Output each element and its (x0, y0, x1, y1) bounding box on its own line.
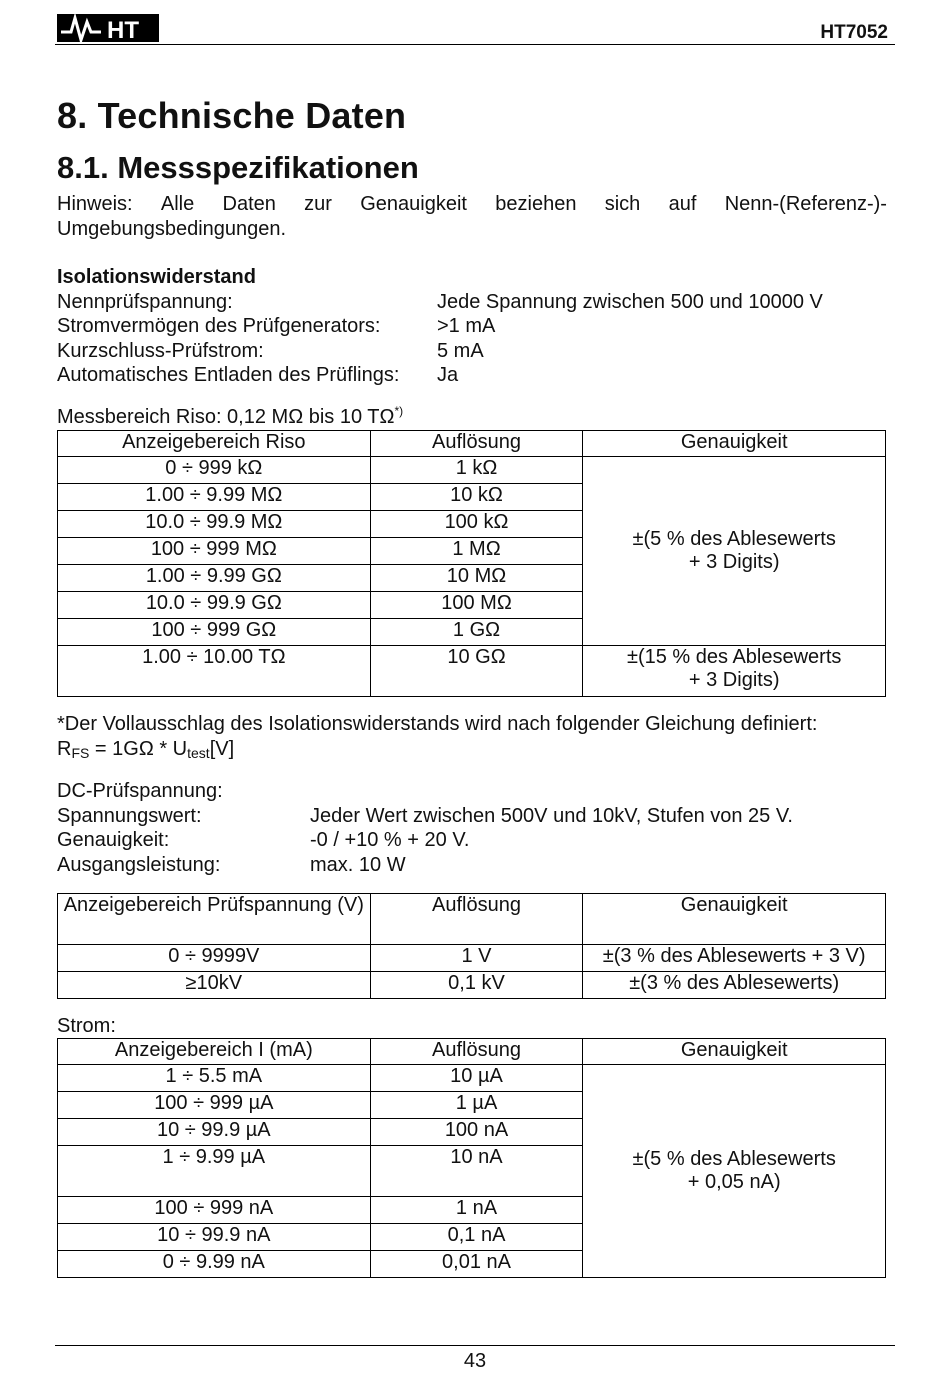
spec-value: 5 mA (437, 339, 484, 362)
table-header: Genauigkeit (583, 1039, 886, 1065)
table-cell: 10 MΩ (370, 565, 583, 592)
table-cell: 1 kΩ (370, 457, 583, 484)
note-word: sich (604, 193, 641, 215)
range-caption (57, 405, 403, 432)
spec-value: Jeder Wert zwischen 500V und 10kV, Stufen von 25 V. (310, 804, 793, 827)
eq-u-sub: test (187, 744, 210, 761)
table-header: Auflösung (370, 1039, 583, 1065)
table-header: Anzeigebereich Riso (58, 431, 371, 457)
table-cell: ±(3 % des Ablesewerts + 3 V) (583, 945, 886, 972)
table-header: Anzeigebereich I (mA) (58, 1039, 371, 1065)
table-header: Genauigkeit (583, 894, 886, 945)
table-cell: 1 GΩ (370, 619, 583, 646)
eq-mid: = 1GΩ * U (89, 737, 188, 760)
model-name: HT7052 (820, 22, 888, 43)
table-cell: 100 ÷ 999 MΩ (58, 538, 371, 565)
accuracy-line: ±(5 % des Ablesewerts (632, 528, 836, 550)
table-cell: 1.00 ÷ 10.00 TΩ (58, 646, 371, 697)
spec-label: Genauigkeit: (57, 829, 170, 851)
accuracy-line: + 3 Digits) (688, 669, 780, 691)
logo-text: HT (107, 17, 139, 44)
note-word: Hinweis: (57, 193, 133, 215)
accuracy-cell (583, 457, 886, 646)
spec-value: >1 mA (437, 315, 496, 337)
accuracy-cell (583, 1065, 886, 1278)
table-cell: 10.0 ÷ 99.9 GΩ (58, 592, 371, 619)
spec-value: -0 / +10 % + 20 V. (310, 829, 470, 851)
accuracy-line: ±(15 % des Ablesewerts (626, 646, 842, 668)
spec-value: max. 10 W (310, 853, 406, 876)
strom-label: Strom: (57, 1015, 116, 1037)
eq-r-sub: FS (71, 744, 90, 761)
section-title: 8.1. Messspezifikationen (57, 150, 419, 185)
dc-heading: DC-Prüfspannung: (57, 780, 223, 802)
footer-rule (55, 1345, 895, 1346)
current-table (57, 1038, 886, 1278)
table-cell: ≥10kV (58, 972, 371, 999)
note-word: Genauigkeit (360, 193, 467, 215)
table-cell: 0 ÷ 9999V (58, 945, 371, 972)
table-cell: 0,1 kV (370, 972, 583, 999)
note-word: beziehen (495, 193, 577, 215)
page-title: 8. Technische Daten (57, 95, 407, 136)
spec-value: Jede Spannung zwischen 500 und 10000 V (437, 290, 823, 313)
table-cell: 1 ÷ 5.5 mA (58, 1065, 371, 1092)
table-cell: 10 kΩ (370, 484, 583, 511)
table-cell: 1 V (370, 945, 583, 972)
table-header: Anzeigebereich Prüfspannung (V) (58, 894, 371, 945)
table-cell: 1.00 ÷ 9.99 GΩ (58, 565, 371, 592)
table-cell: 1.00 ÷ 9.99 MΩ (58, 484, 371, 511)
table-header: Auflösung (370, 894, 583, 945)
insulation-specs (57, 265, 823, 388)
footnote-text: *Der Vollausschlag des Isolationswiderstands wird nach folgender Gleichung definiert: (57, 713, 818, 735)
table-cell: 0,1 nA (370, 1224, 583, 1251)
table-cell: 100 MΩ (370, 592, 583, 619)
table-header: Auflösung (370, 431, 583, 457)
note-line-1 (57, 192, 887, 217)
spec-label: Kurzschluss-Prüfstrom: (57, 339, 264, 362)
table-cell: 1 nA (370, 1197, 583, 1224)
table-cell: 10 ÷ 99.9 µA (58, 1119, 371, 1146)
accuracy-line: ±(5 % des Ablesewerts (632, 1148, 836, 1170)
table-cell: 100 ÷ 999 nA (58, 1197, 371, 1224)
ht-logo (57, 12, 159, 44)
test-voltage-table (57, 893, 886, 999)
spec-value: Ja (437, 364, 459, 386)
table-cell: 100 nA (370, 1119, 583, 1146)
footnote (57, 712, 817, 762)
note-word: Nenn-(Referenz-)- (724, 193, 887, 215)
table-cell: 100 ÷ 999 µA (58, 1092, 371, 1119)
footnote-mark: *) (394, 404, 404, 418)
table-cell: 10 GΩ (370, 646, 583, 697)
note-word: Alle (160, 193, 195, 215)
table-cell: 1 ÷ 9.99 µA (58, 1146, 371, 1197)
note-word: zur (304, 193, 332, 215)
spec-label: Nennprüfspannung: (57, 290, 233, 313)
page-number: 43 (463, 1350, 487, 1372)
table-cell: 10 nA (370, 1146, 583, 1197)
note (57, 192, 887, 241)
insulation-range-table (57, 430, 886, 697)
spec-label: Stromvermögen des Prüfgenerators: (57, 315, 381, 337)
table-cell: 0,01 nA (370, 1251, 583, 1278)
table-cell: 10 µA (370, 1065, 583, 1092)
table-cell: 10.0 ÷ 99.9 MΩ (58, 511, 371, 538)
note-word: Daten (222, 193, 276, 215)
note-word: auf (668, 193, 697, 215)
footnote-equation (57, 737, 817, 763)
insulation-heading: Isolationswiderstand (57, 266, 256, 288)
table-cell: 1 MΩ (370, 538, 583, 565)
accuracy-line: + 0,05 nA) (687, 1171, 781, 1193)
table-cell: 100 ÷ 999 GΩ (58, 619, 371, 646)
spec-label: Ausgangsleistung: (57, 853, 221, 876)
table-cell: 10 ÷ 99.9 nA (58, 1224, 371, 1251)
dc-specs (57, 779, 793, 877)
eq-end: [V] (209, 737, 235, 760)
note-line-2: Umgebungsbedingungen. (57, 217, 287, 240)
table-cell: 1 µA (370, 1092, 583, 1119)
spec-label: Automatisches Entladen des Prüflings: (57, 364, 400, 386)
header-rule (55, 44, 895, 45)
table-cell: 0 ÷ 9.99 nA (58, 1251, 371, 1278)
table-cell: ±(3 % des Ablesewerts) (583, 972, 886, 999)
accuracy-cell (583, 646, 886, 697)
accuracy-line: + 3 Digits) (688, 551, 780, 573)
range-caption-text: Messbereich Riso: 0,12 MΩ bis 10 TΩ (57, 406, 395, 428)
table-cell: 100 kΩ (370, 511, 583, 538)
table-header: Genauigkeit (583, 431, 886, 457)
table-cell: 0 ÷ 999 kΩ (58, 457, 371, 484)
eq-r: R (57, 737, 72, 760)
spec-label: Spannungswert: (57, 804, 202, 827)
